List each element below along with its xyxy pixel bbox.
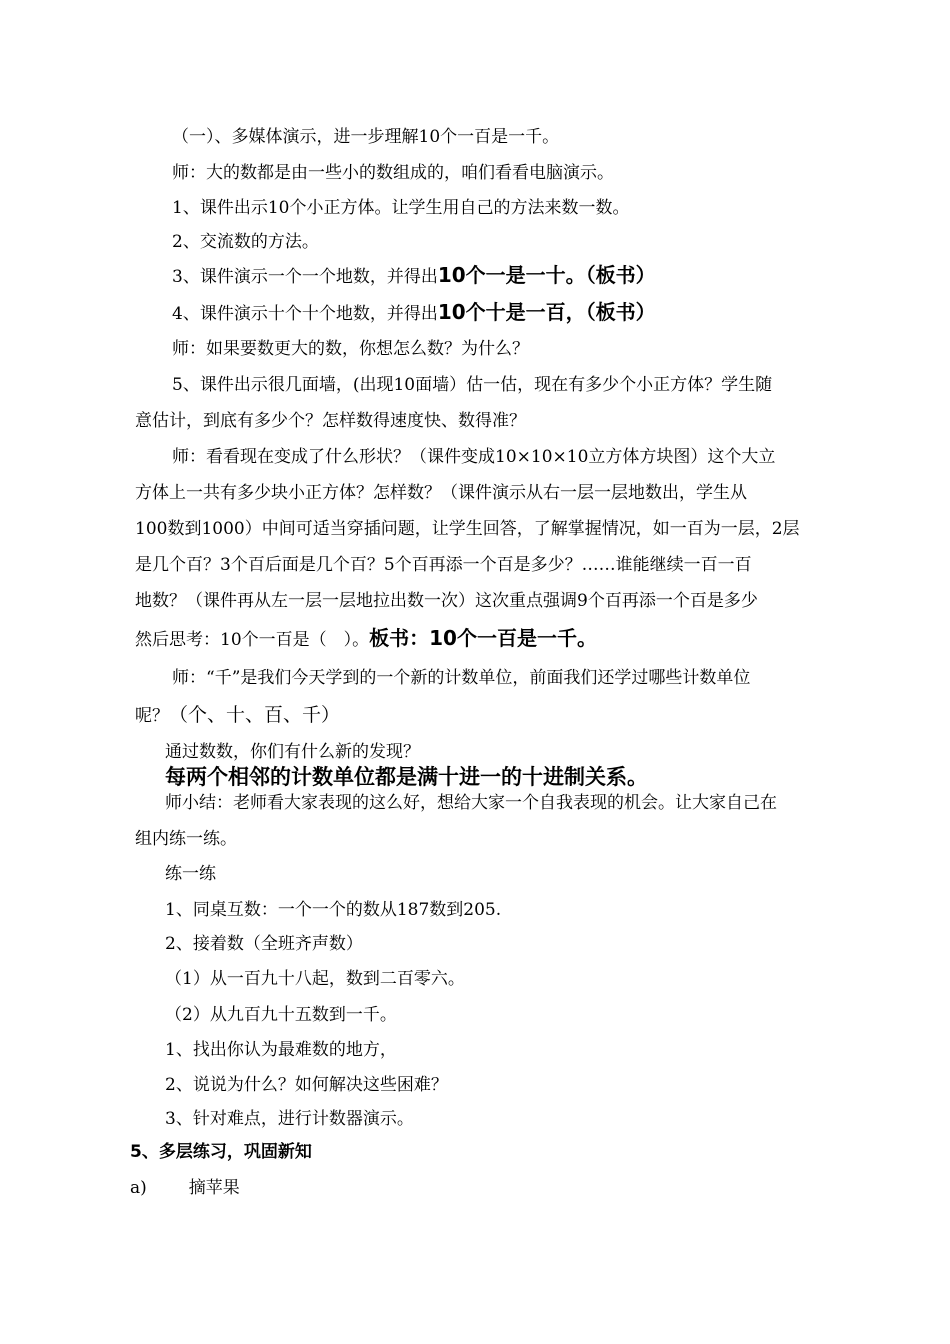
- paragraph-with-board-note: [135, 627, 840, 651]
- board-note: 10个十是一百，（板书）: [437, 300, 656, 324]
- paragraph-text: 呢？: [135, 706, 169, 726]
- paragraph-with-board-note: [172, 264, 877, 288]
- paragraph: 100数到1000）中间可适当穿插问题，让学生回答，了解掌握情况，如一百为一层，2层: [135, 519, 800, 539]
- list-item-text: 摘苹果: [188, 1178, 240, 1198]
- paragraph: 组内练一练。: [135, 829, 237, 849]
- board-note: 10个一是一十。（板书）: [437, 263, 656, 287]
- paragraph: 地数？（课件再从左一层一层地拉出数一次）这次重点强调9个百再添一个百是多少: [135, 591, 758, 611]
- paragraph: 师：大的数都是由一些小的数组成的，咱们看看电脑演示。: [172, 163, 614, 183]
- paragraph: 2、交流数的方法。: [172, 232, 319, 252]
- list-marker: a): [130, 1178, 147, 1198]
- paragraph: 师：看看现在变成了什么形状？（课件变成10×10×10立方体方块图）这个大立: [172, 447, 776, 467]
- list-item: 1、找出你认为最难数的地方，: [165, 1040, 397, 1060]
- units-note: （个、十、百、千）: [169, 704, 341, 726]
- paragraph: 意估计，到底有多少个？怎样数得速度快、数得准？: [135, 411, 526, 431]
- list-item: （2）从九百九十五数到一千。: [165, 1005, 397, 1025]
- section-heading-practice: 5、多层练习，巩固新知: [130, 1142, 312, 1162]
- paragraph-text: 3、课件演示一个一个地数，并得出: [172, 267, 438, 287]
- paragraph: 方体上一共有多少块小正方体？怎样数？（课件演示从右一层一层地数出，学生从: [135, 483, 747, 503]
- paragraph-with-note: [135, 704, 840, 727]
- list-item: （1）从一百九十八起，数到二百零六。: [165, 969, 465, 989]
- list-item: 1、同桌互数：一个一个的数从187数到205.: [165, 900, 502, 920]
- section-heading-multimedia: （一）、多媒体演示，进一步理解10个一百是一千。: [172, 127, 560, 147]
- paragraph: 师：“千”是我们今天学到的一个新的计数单位，前面我们还学过哪些计数单位: [172, 668, 751, 688]
- paragraph: 5、课件出示很几面墙，(出现10面墙）估一估，现在有多少个小正方体？学生随: [172, 375, 773, 395]
- paragraph: 通过数数，你们有什么新的发现？: [165, 742, 420, 762]
- list-item: 2、接着数（全班齐声数）: [165, 934, 363, 954]
- list-item: [130, 1177, 835, 1199]
- board-note: 板书：10个一百是一千。: [369, 626, 597, 650]
- list-item: 3、针对难点，进行计数器演示。: [165, 1109, 414, 1129]
- paragraph: 是几个百？3个百后面是几个百？5个百再添一个百是多少？……谁能继续一百一百: [135, 555, 752, 575]
- paragraph-text: 然后思考：10个一百是（ ）。: [135, 630, 370, 650]
- paragraph-with-board-note: [172, 301, 877, 325]
- paragraph-text: 4、课件演示十个十个地数，并得出: [172, 304, 438, 324]
- list-item: 2、说说为什么？如何解决这些困难？: [165, 1075, 448, 1095]
- key-conclusion: 每两个相邻的计数单位都是满十进一的十进制关系。: [165, 765, 648, 789]
- paragraph: 师：如果要数更大的数，你想怎么数？为什么？: [172, 339, 529, 359]
- paragraph: 师小结：老师看大家表现的这么好，想给大家一个自我表现的机会。让大家自己在: [165, 793, 777, 813]
- paragraph: 1、课件出示10个小正方体。让学生用自己的方法来数一数。: [172, 198, 630, 218]
- exercise-heading: 练一练: [165, 864, 216, 884]
